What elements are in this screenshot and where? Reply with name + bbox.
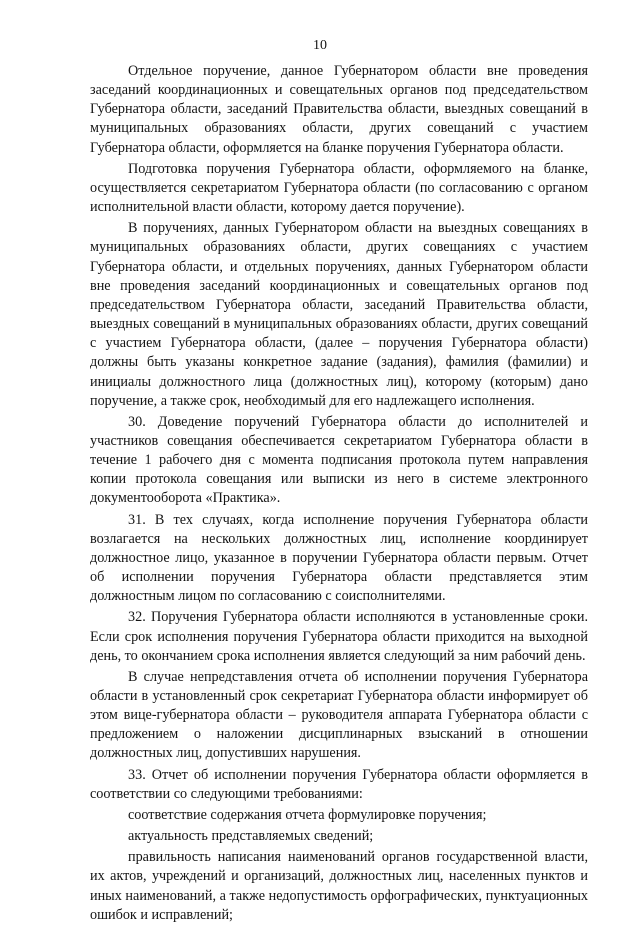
paragraph-item-32: 32. Поручения Губернатора области исполняются в установленные сроки. Если срок исполнения поручения Губернатора области приходится на выходной день, то окончанием срока исполнения является следующий за ним рабочий день. — [90, 609, 588, 664]
paragraph-non-submission: В случае непредставления отчета об исполнении поручения Губернатора области в установленный срок секретариат Губернатора области информирует об этом вице-губернатора области – руководителя аппарата Губернатора области с предложением о наложении дисциплинарных взысканий в отношении должностных лиц, допустивших нарушения. — [90, 668, 588, 762]
paragraph-item-30: 30. Доведение поручений Губернатора области до исполнителей и участников совещания обеспечивается секретариатом Губернатора области в течение 1 рабочего дня с момента подписания протокола путем направления копии протокола совещания или выписки из него в системе электронного документооборота «Практика». — [90, 413, 588, 507]
document-body — [90, 62, 588, 927]
paragraph-order-preparation: Подготовка поручения Губернатора области, оформляемого на бланке, осуществляется секретариатом Губернатора области (по согласованию с органом исполнительной власти области, которому дается поручение). — [90, 160, 588, 216]
requirement-item: актуальность представляемых сведений; — [128, 828, 374, 845]
paragraph-item-31: 31. В тех случаях, когда исполнение поручения Губернатора области возлагается на нескольких должностных лиц, исполнение координирует должностное лицо, указанное в поручении Губернатора области первым. Отчет об исполнении поручения Губернатора области представляется этим должностным лицом по согласованию с соисполнителями. — [90, 511, 588, 605]
requirement-item: правильность написания наименований органов государственной власти, их актов, учреждений и организаций, должностных лиц, населенных пунктов и иных наименований, а также недопустимость орфографических, пунктуационных ошибок и исправлений; — [90, 849, 588, 923]
paragraph-separate-order: Отдельное поручение, данное Губернатором области вне проведения заседаний координационных и совещательных органов под председательством Губернатора области, заседаний Правительства области, выездных совещаний в муниципальных образованиях области, других совещаний с участием Губернатора области, оформляется на бланке поручения Губернатора области. — [90, 63, 588, 156]
page-number: 10 — [313, 38, 327, 53]
paragraph-order-contents: В поручениях, данных Губернатором области на выездных совещаниях в муниципальных образованиях области, других совещаниях с участием Губернатора области, и отдельных поручениях, данных Губернатором области вне проведения заседаний координационных и совещательных органов под председательством Губернатора области, заседаний Правительства области, выездных совещаний в муниципальных образованиях области, других совещаний с участием Губернатора области, (далее – поручения Губернатора области) должны быть указаны конкретное задание (задания), фамилия (фамилии) и инициалы должностного лица (должностных лиц), которому (которым) дано поручение, а также срок, необходимый для его надлежащего исполнения. — [90, 220, 588, 409]
requirement-item: соответствие содержания отчета формулировке поручения; — [128, 806, 487, 823]
paragraph-item-33: 33. Отчет об исполнении поручения Губернатора области оформляется в соответствии со следующими требованиями: — [90, 766, 588, 802]
